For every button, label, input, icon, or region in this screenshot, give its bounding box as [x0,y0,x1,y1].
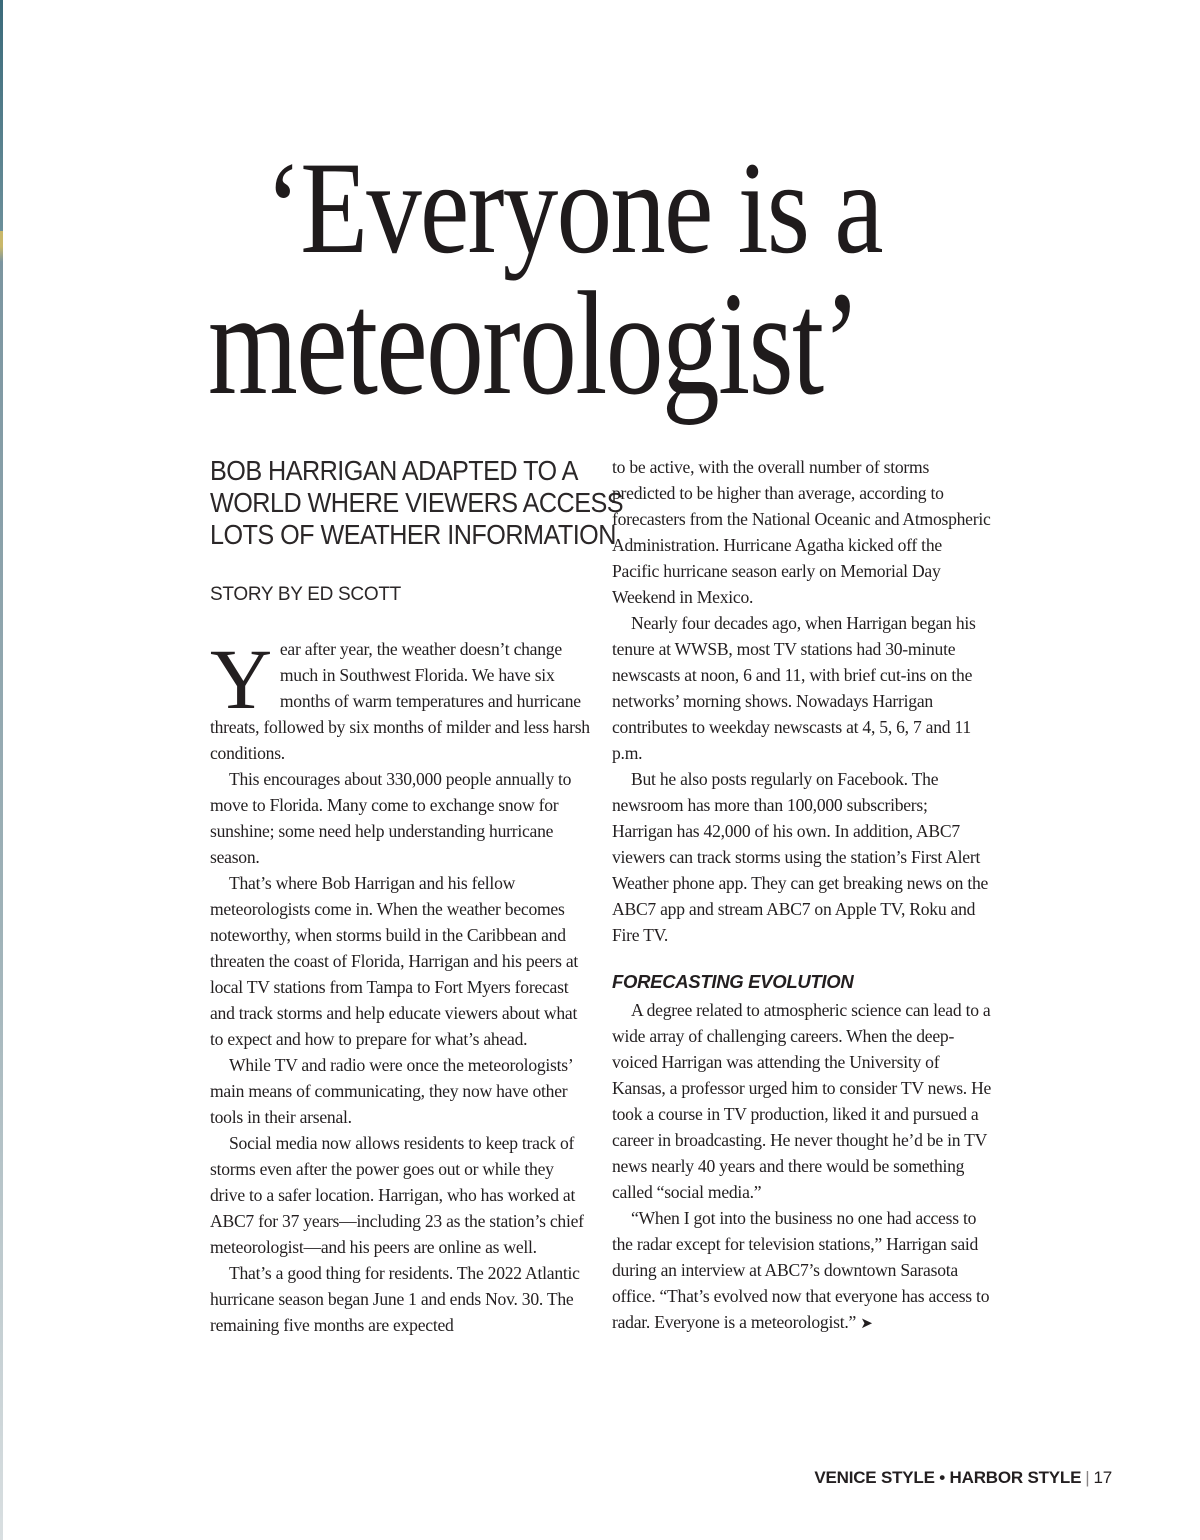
deck-line-2: WORLD WHERE VIEWERS ACCESS [210,487,624,518]
page-number: 17 [1093,1468,1112,1487]
section-subhead: FORECASTING EVOLUTION [612,971,854,992]
paragraph-10 [612,1205,992,1336]
article-column-right-top [612,454,992,948]
paragraph-6: That’s a good thing for residents. The 2022 Atlantic hurricane season began June 1 and ends Nov. 30. The remaining five months are expected [210,1263,580,1335]
paragraph-6-continued: to be active, with the overall number of storms predicted to be higher than average, according to forecasters from the National Oceanic and Atmospheric Administration. Hurricane Agatha kicked off the Pacific hurricane season early on Memorial Day Weekend in Mexico. [612,457,991,607]
paragraph-1 [210,631,592,766]
paragraph-4: While TV and radio were once the meteorologists’ main means of communicating, they now have other tools in their arsenal. [210,1055,573,1127]
paragraph-9: A degree related to atmospheric science can lead to a wide array of challenging careers. When the deep-voiced Harrigan was attending the University of Kansas, a professor urged him to consider TV news. He took a course in TV production, liked it and pursued a career in broadcasting. He never thought he’d be in TV news nearly 40 years and there would be something called “social media.” [612,1000,992,1202]
paragraph-3: That’s where Bob Harrigan and his fellow meteorologists come in. When the weather becomes noteworthy, when storms build in the Caribbean and threaten the coast of Florida, Harrigan and his peers at local TV stations from Tampa to Fort Myers forecast and track storms and help educate viewers about what to expect and how to prepare for what’s ahead. [210,873,579,1049]
page-edge-strip [0,0,3,1540]
paragraph-1-text: ear after year, the weather doesn’t change much in Southwest Florida. We have six months of warm temperatures and hurricane threats, followed by six months of milder and less harsh conditions. [210,639,590,763]
paragraph-8: But he also posts regularly on Facebook. The newsroom has more than 100,000 subscribers; Harrigan has 42,000 of his own. In addition, ABC7 viewers can track storms using the station’s First Alert Weather phone app. They can get breaking news on the ABC7 app and stream ABC7 on Apple TV, Roku and Fire TV. [612,769,989,945]
deck-line-1: BOB HARRIGAN ADAPTED TO A [210,455,578,486]
headline-line-2: meteorologist’ [208,262,860,426]
byline: STORY BY ED SCOTT [210,584,401,605]
paragraph-7: Nearly four decades ago, when Harrigan began his tenure at WWSB, most TV stations had 30-minute newscasts at noon, 6 and 11, with brief cut-ins on the networks’ morning shows. Nowadays Harrigan contributes to weekday newscasts at 4, 5, 6, 7 and 11 p.m. [612,613,976,763]
headline-line-1: ‘Everyone is a [265,134,882,281]
deck-line-3: LOTS OF WEATHER INFORMATION [210,519,616,550]
article-column-right-bottom [612,997,992,1336]
continue-arrow-icon: ➤ [860,1314,873,1332]
page-footer [814,1468,1112,1488]
publication-name: VENICE STYLE • HARBOR STYLE [814,1468,1082,1487]
paragraph-10-text: “When I got into the business no one had access to the radar except for television stations,” Harrigan said during an interview at ABC7’s downtown Sarasota office. “That’s evolved now that everyone has access to radar. Everyone is a meteorologist.” [612,1208,990,1332]
footer-separator: | [1085,1468,1090,1487]
paragraph-5: Social media now allows residents to keep track of storms even after the power goes out or while they drive to a safer location. Harrigan, who has worked at ABC7 for 37 years—including 23 as the station’s chief meteorologist—and his peers are online as well. [210,1133,584,1257]
paragraph-2: This encourages about 330,000 people annually to move to Florida. Many come to exchange snow for sunshine; some need help understanding hurricane season. [210,769,572,867]
article-column-left [210,631,592,1338]
drop-cap: Y [210,631,272,727]
deck [210,455,624,551]
